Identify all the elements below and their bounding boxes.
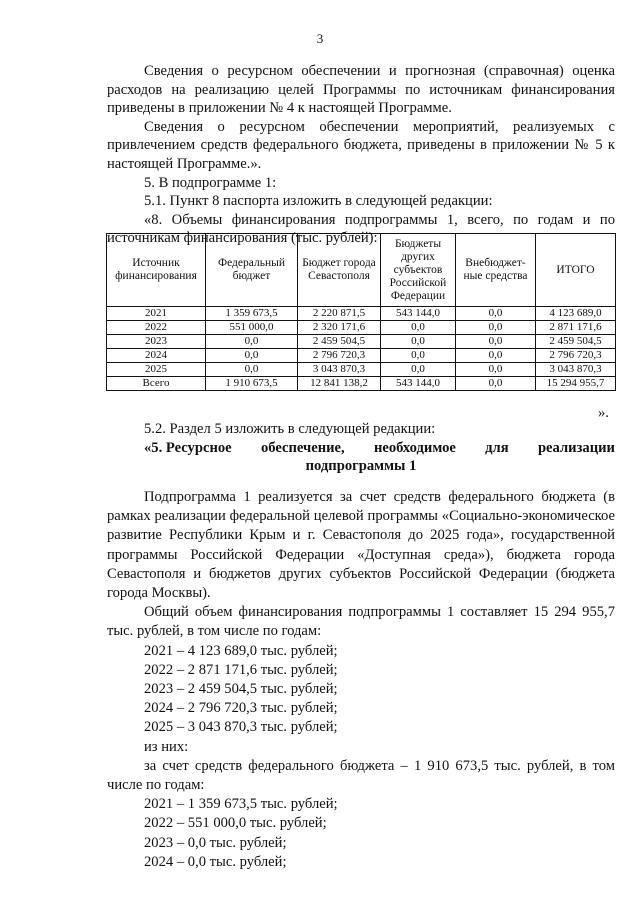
table-cell: 1 910 673,5 (206, 377, 298, 391)
table-cell: 543 144,0 (381, 307, 456, 321)
heading-word: обеспечение, (260, 439, 345, 456)
table-cell: 2024 (107, 349, 206, 363)
table-cell: 2023 (107, 335, 206, 349)
list-item: 2024 – 0,0 тыс. рублей; (144, 853, 287, 870)
list-item: 2025 – 3 043 870,3 тыс. рублей; (144, 719, 338, 736)
table-cell: 0,0 (206, 363, 298, 377)
page-number: 3 (316, 31, 324, 46)
table-cell: 0,0 (381, 363, 456, 377)
table-cell: 12 841 138,2 (298, 377, 381, 391)
table-cell: 0,0 (206, 335, 298, 349)
quote-end-mark: ». (598, 405, 609, 421)
heading-line-2: подпрограммы 1 (305, 458, 417, 475)
col-header-sevastopol: Бюджет города Севастополя (298, 234, 381, 307)
table-cell: 1 359 673,5 (206, 307, 298, 321)
heading-line-1 (144, 439, 615, 458)
table-cell: 2 796 720,3 (536, 349, 616, 363)
table-cell: 0,0 (381, 349, 456, 363)
section-heading (107, 439, 615, 458)
intro-line-4: 5.1. Пункт 8 паспорта изложить в следующей редакции: (144, 193, 493, 210)
table-header-row (107, 234, 616, 307)
heading-word: необходимое (373, 439, 456, 456)
table-row (107, 363, 616, 377)
table-cell: 2 459 504,5 (536, 335, 616, 349)
body-block (107, 488, 615, 872)
col-header-total: ИТОГО (536, 234, 616, 307)
heading-word: реализации (537, 439, 615, 456)
body-paragraph-1: Подпрограмма 1 реализуется за счет средств федерального бюджета (в рамках реализации федеральной целевой программы «Социально-экономическое развитие Республики Крым и г. Севастополя до 2025 года», государственной программы Российской Федерации «Доступная среда»), бюджета города Севастополя и бюджетов других субъектов Российской Федерации (бюджета города Москвы). (107, 489, 615, 602)
heading-word: для (485, 439, 509, 456)
table-cell: 0,0 (456, 321, 536, 335)
col-header-federal: Федеральный бюджет (206, 234, 298, 307)
table-cell: 2022 (107, 321, 206, 335)
list-item: 2023 – 0,0 тыс. рублей; (144, 834, 287, 851)
table-cell: 0,0 (456, 349, 536, 363)
section-5-2 (107, 420, 615, 476)
col-header-other-subjects: Бюджеты других субъектов Российской Федерации (381, 234, 456, 307)
table-row (107, 307, 616, 321)
table-cell: 551 000,0 (206, 321, 298, 335)
table-row (107, 321, 616, 335)
table-cell: 15 294 955,7 (536, 377, 616, 391)
table-cell: 2021 (107, 307, 206, 321)
table-row (107, 335, 616, 349)
intro-paragraph-2: Сведения о ресурсном обеспечении мероприятий, реализуемых с привлечением средств федерального бюджета, приведены в приложении № 5 к настоящей Программе.». (107, 118, 615, 172)
of-them-label: из них: (144, 738, 189, 755)
table-cell: 0,0 (381, 321, 456, 335)
table-cell: 4 123 689,0 (536, 307, 616, 321)
financing-table (106, 233, 616, 391)
table-cell: 0,0 (206, 349, 298, 363)
list-item: 2022 – 2 871 171,6 тыс. рублей; (144, 661, 338, 678)
table-cell: 2 459 504,5 (298, 335, 381, 349)
table-cell: 0,0 (381, 335, 456, 349)
section-5-2-line: 5.2. Раздел 5 изложить в следующей редакции: (144, 421, 436, 437)
table-cell: 0,0 (456, 307, 536, 321)
table-cell: 2 220 871,5 (298, 307, 381, 321)
list-item: 2022 – 551 000,0 тыс. рублей; (144, 815, 327, 832)
col-header-extrabudgetary: Внебюджет-ные средства (456, 234, 536, 307)
intro-paragraph-1: Сведения о ресурсном обеспечении и прогнозная (справочная) оценка расходов на реализацию целей Программы по источникам финансирования приведены в приложении № 4 к настоящей Программе. (107, 63, 615, 117)
list-item: 2021 – 4 123 689,0 тыс. рублей; (144, 642, 338, 659)
table-cell: 0,0 (456, 377, 536, 391)
table-cell: 0,0 (456, 363, 536, 377)
table-cell: 3 043 870,3 (298, 363, 381, 377)
body-paragraph-3: за счет средств федерального бюджета – 1 910 673,5 тыс. рублей, в том числе по годам: (107, 757, 615, 794)
table-cell: 2 871 171,6 (536, 321, 616, 335)
table-cell: 0,0 (456, 335, 536, 349)
table-cell: 2025 (107, 363, 206, 377)
table-cell: 3 043 870,3 (536, 363, 616, 377)
list-item: 2024 – 2 796 720,3 тыс. рублей; (144, 700, 338, 717)
table-cell: 2 796 720,3 (298, 349, 381, 363)
body-paragraph-2: Общий объем финансирования подпрограммы 1 составляет 15 294 955,7 тыс. рублей, в том числе по годам: (107, 604, 615, 640)
list-item: 2023 – 2 459 504,5 тыс. рублей; (144, 681, 338, 698)
table-cell: Всего (107, 377, 206, 391)
table-row (107, 349, 616, 363)
intro-block (107, 62, 615, 248)
list-item: 2021 – 1 359 673,5 тыс. рублей; (144, 796, 338, 813)
table-row-total (107, 377, 616, 391)
table-cell: 543 144,0 (381, 377, 456, 391)
heading-word: «5. Ресурсное (144, 439, 232, 456)
col-header-source: Источник финансирования (107, 234, 206, 307)
intro-line-3: 5. В подпрограмме 1: (144, 174, 277, 191)
intro-paragraph-5: «8. Объемы финансирования подпрограммы 1, всего, по годам и по источникам финансирования (тыс. рублей): (107, 211, 615, 247)
table-cell: 2 320 171,6 (298, 321, 381, 335)
